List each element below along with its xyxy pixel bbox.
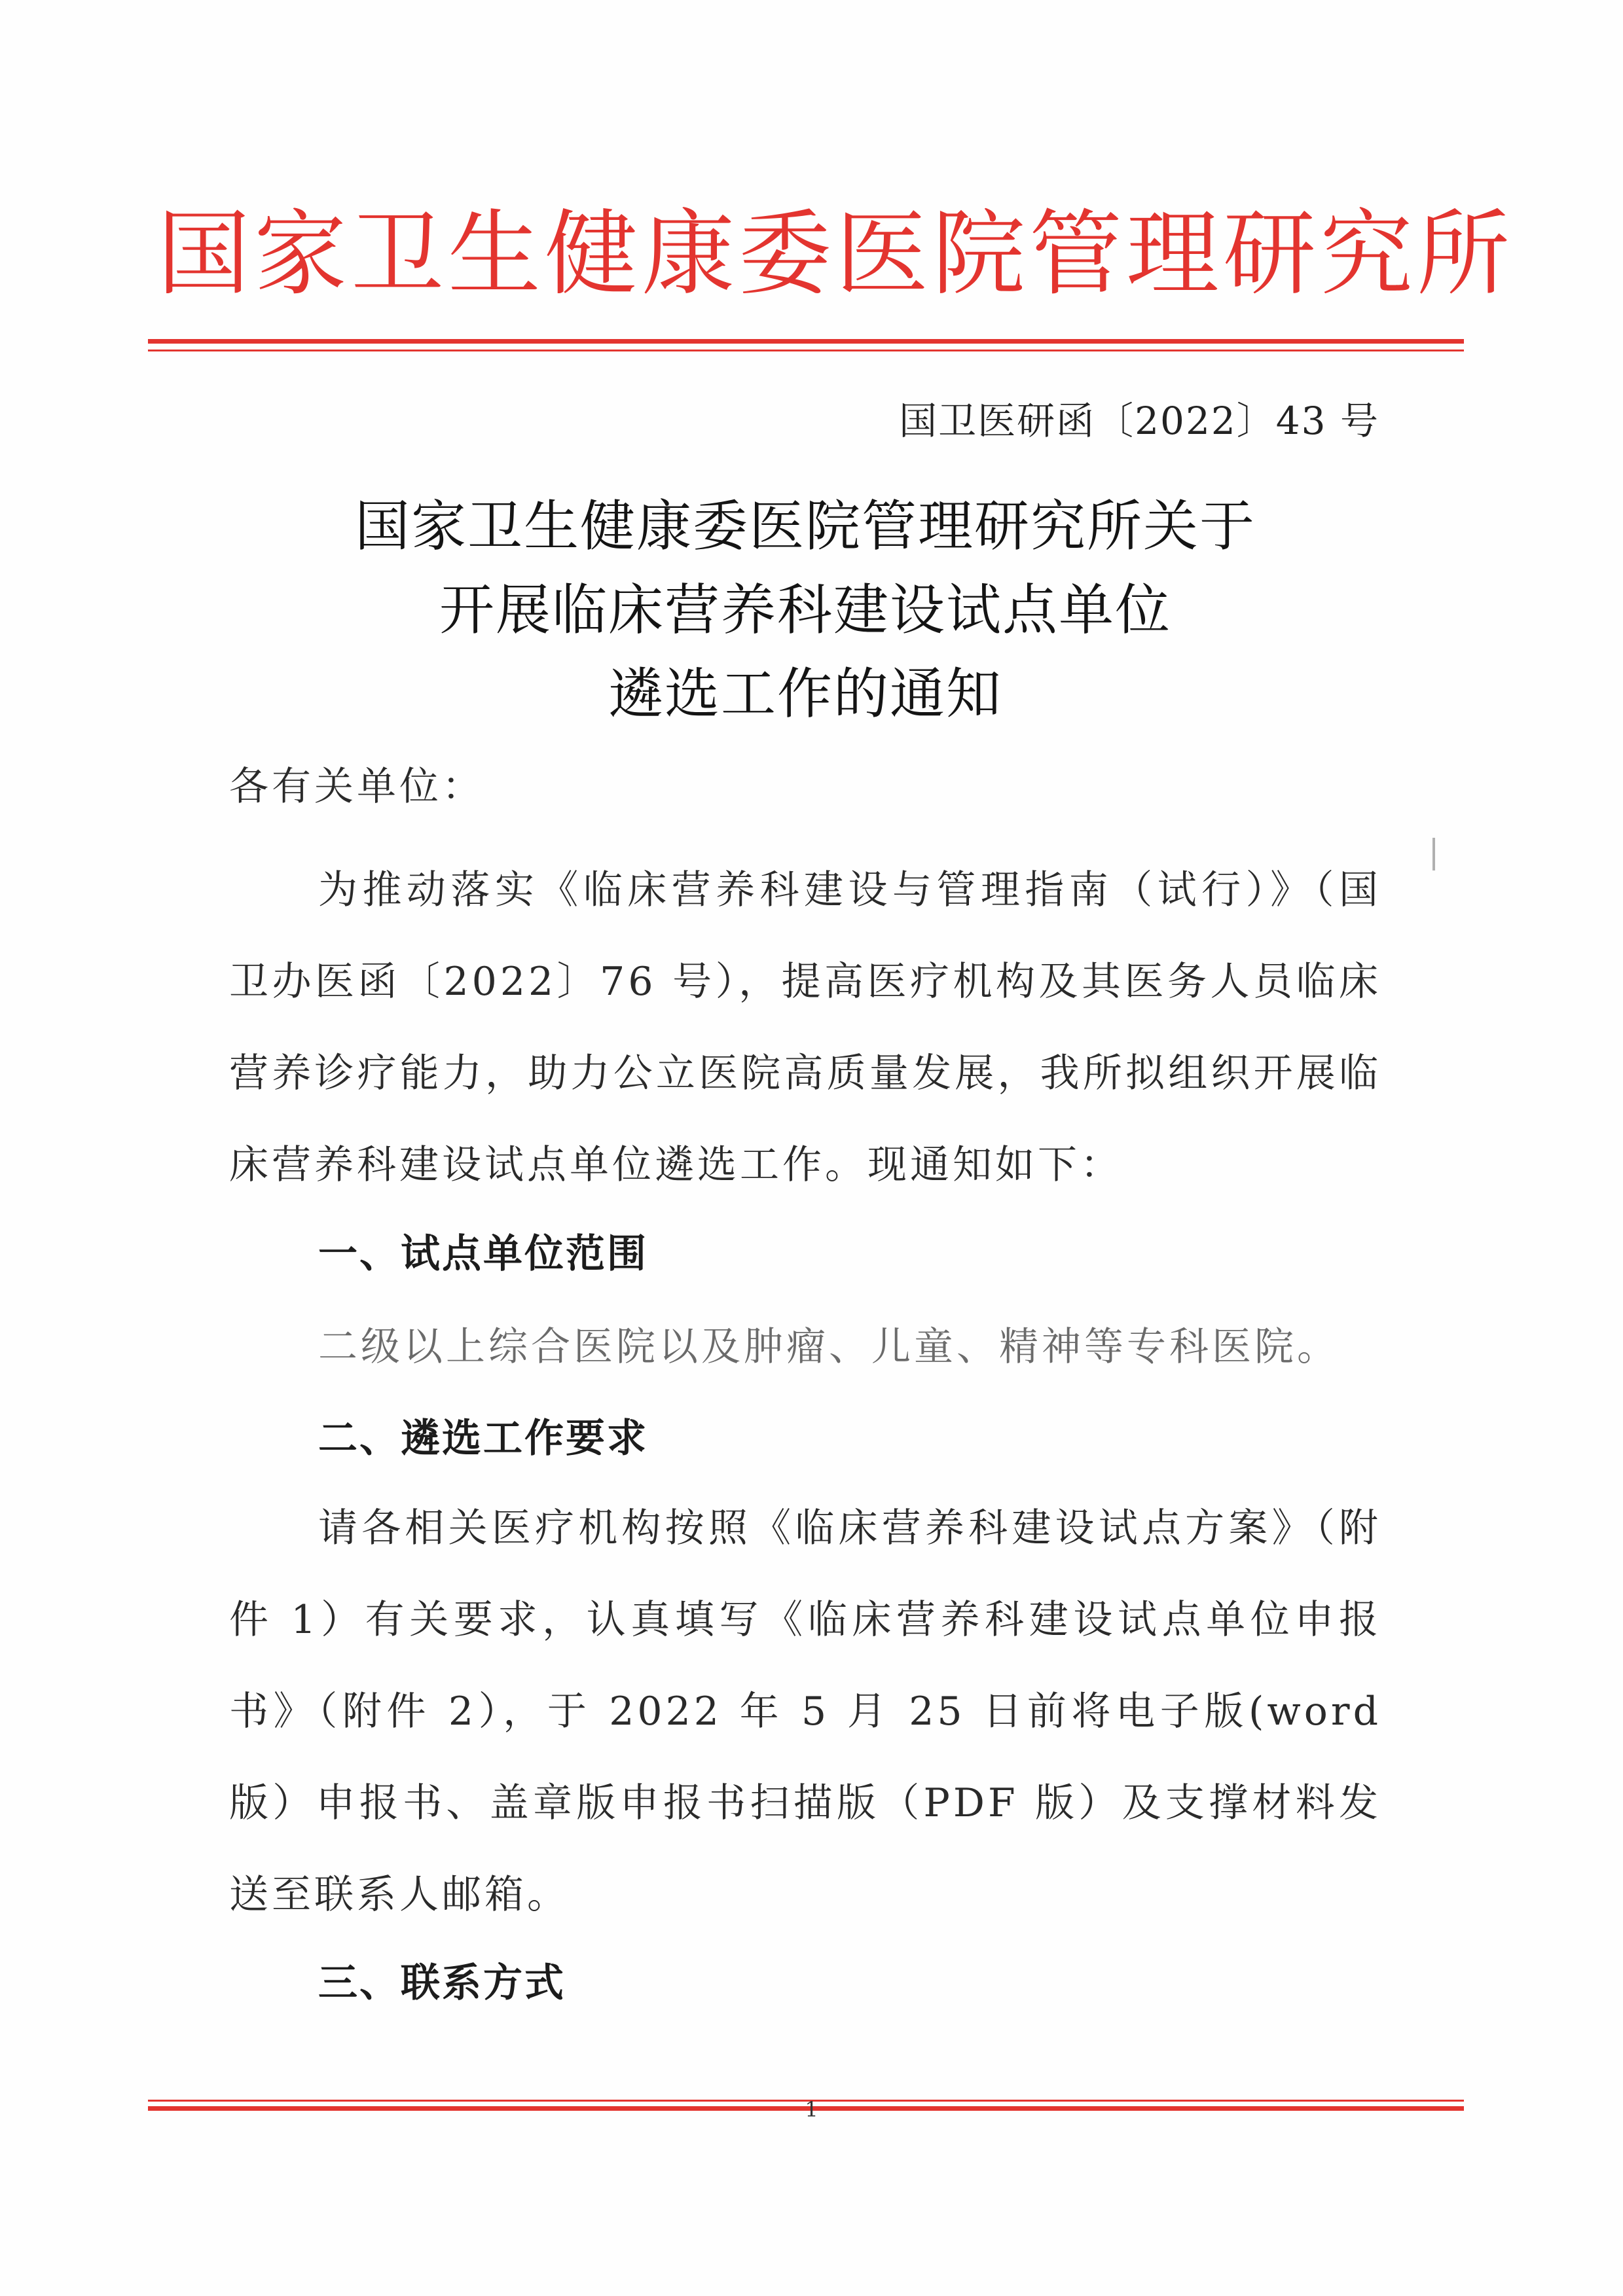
section-paragraph: 二级以上综合医院以及肿瘤、儿童、精神等专科医院。 <box>318 1324 1340 1370</box>
document-number: 国卫医研函〔2022〕43 号 <box>899 399 1379 443</box>
section-heading: 二、遴选工作要求 <box>318 1416 648 1462</box>
title-line: 国家卫生健康委医院管理研究所关于 <box>354 494 1256 558</box>
intro-paragraph: 为推动落实《临床营养科建设与管理指南（试行）》（国卫办医函〔2022〕76 号），提高医疗机构及其医务人员临床营养诊疗能力，助力公立医院高质量发展，我所拟组织开展临床营养科建设试点单位遴选工作。现通知如下： <box>229 867 1381 1188</box>
document-title <box>151 484 1460 736</box>
section-paragraph: 请各相关医疗机构按照《临床营养科建设试点方案》（附件 1）有关要求，认真填写《临床营养科建设试点单位申报书》（附件 2），于 2022 年 5 月 25 日前将电子版(word 版）申报书、盖章版申报书扫描版（PDF 版）及支撑材料发送至联系人邮箱。 <box>229 1505 1381 1918</box>
section-heading: 一、试点单位范围 <box>318 1231 648 1277</box>
header-rule-thin <box>148 350 1464 351</box>
organization-letterhead: 国家卫生健康委医院管理研究所 <box>157 200 1514 308</box>
scan-margin-mark <box>1432 838 1435 870</box>
title-line: 遴选工作的通知 <box>608 662 1002 726</box>
title-line: 开展临床营养科建设试点单位 <box>439 578 1171 642</box>
salutation: 各有关单位： <box>229 764 484 810</box>
page-number: 1 <box>805 2097 818 2122</box>
header-rule-thick <box>148 339 1464 344</box>
section-heading: 三、联系方式 <box>318 1960 566 2006</box>
